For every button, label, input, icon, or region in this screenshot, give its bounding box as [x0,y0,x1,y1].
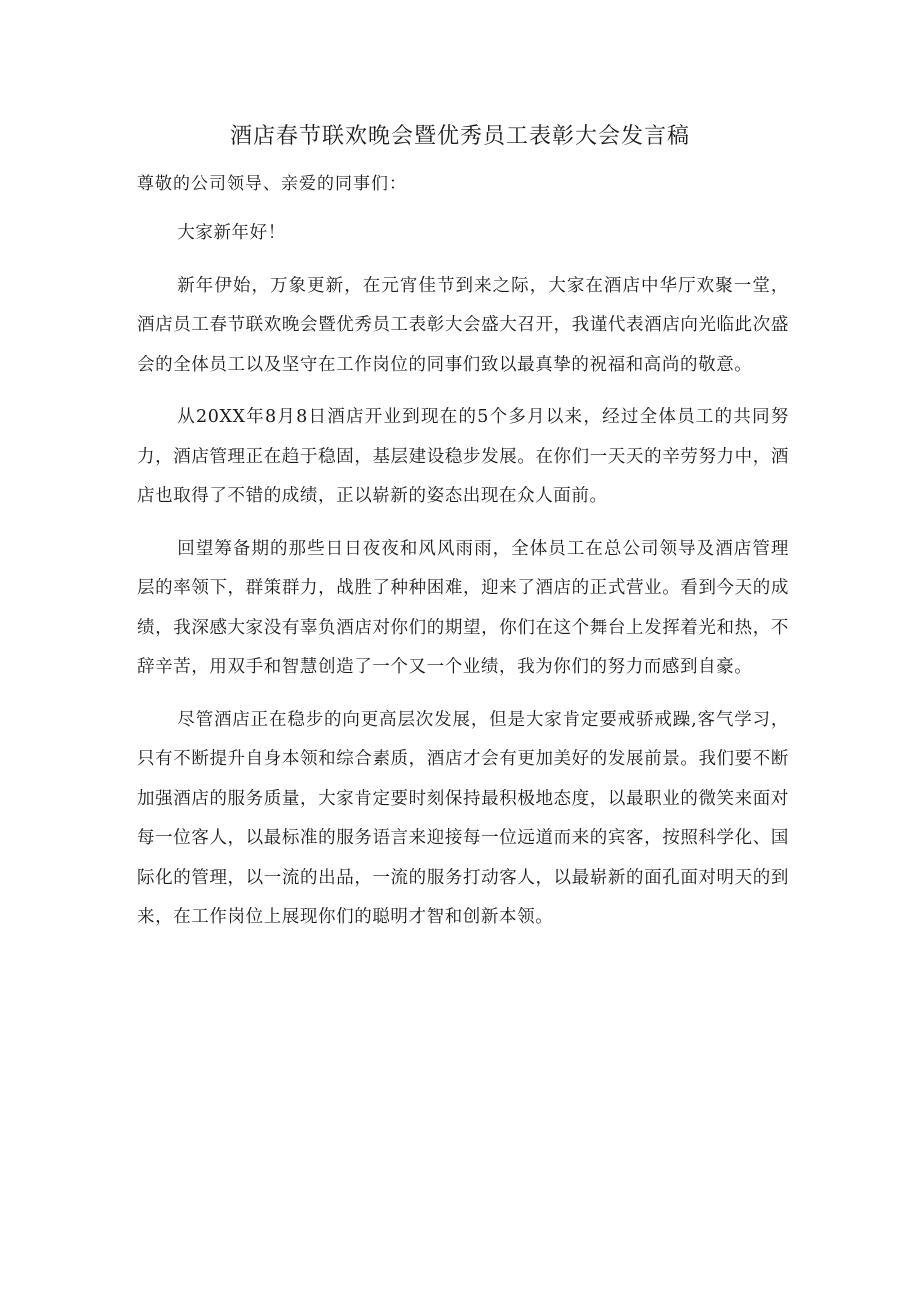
paragraph-retrospect: 回望筹备期的那些日日夜夜和风风雨雨，全体员工在总公司领导及酒店管理层的率领下，群策群力，战胜了种种困难，迎来了酒店的正式营业。看到今天的成绩，我深感大家没有辜负酒店对你们的期望，你们在这个舞台上发挥着光和热，不辞辛苦，用双手和智慧创造了一个又一个业绩，我为你们的努力而感到自豪。 [137,538,789,677]
salutation: 尊敬的公司领导、亲爱的同事们： [137,174,407,194]
document-title: 酒店春节联欢晚会暨优秀员工表彰大会发言稿 [229,124,690,149]
paragraph-opening: 新年伊始，万象更新，在元宵佳节到来之际，大家在酒店中华厅欢聚一堂，酒店员工春节联欢晚会暨优秀员工表彰大会盛大召开，我谨代表酒店向光临此次盛会的全体员工以及坚守在工作岗位的同事们致以最真挚的祝福和高尚的敬意。 [137,275,789,375]
paragraph-outlook: 尽管酒店正在稳步的向更高层次发展，但是大家肯定要戒骄戒躁,客气学习，只有不断提升自身本领和综合素质，酒店才会有更加美好的发展前景。我们要不断加强酒店的服务质量，大家肯定要时刻保持最积极地态度，以最职业的微笑来面对每一位客人，以最标准的服务语言来迎接每一位远道而来的宾客，按照科学化、国际化的管理，以一流的出品，一流的服务打动客人，以最崭新的面孔面对明天的到来，在工作岗位上展现你们的聪明才智和创新本领。 [137,709,789,927]
document-body [137,214,789,951]
paragraph-achievements: 从20XX年8月8日酒店开业到现在的5个多月以来，经过全体员工的共同努力，酒店管理正在趋于稳固，基层建设稳步发展。在你们一天天的辛劳努力中，酒店也取得了不错的成绩，正以崭新的姿态出现在众人面前。 [137,407,789,506]
paragraph-greeting: 大家新年好！ [177,223,286,243]
